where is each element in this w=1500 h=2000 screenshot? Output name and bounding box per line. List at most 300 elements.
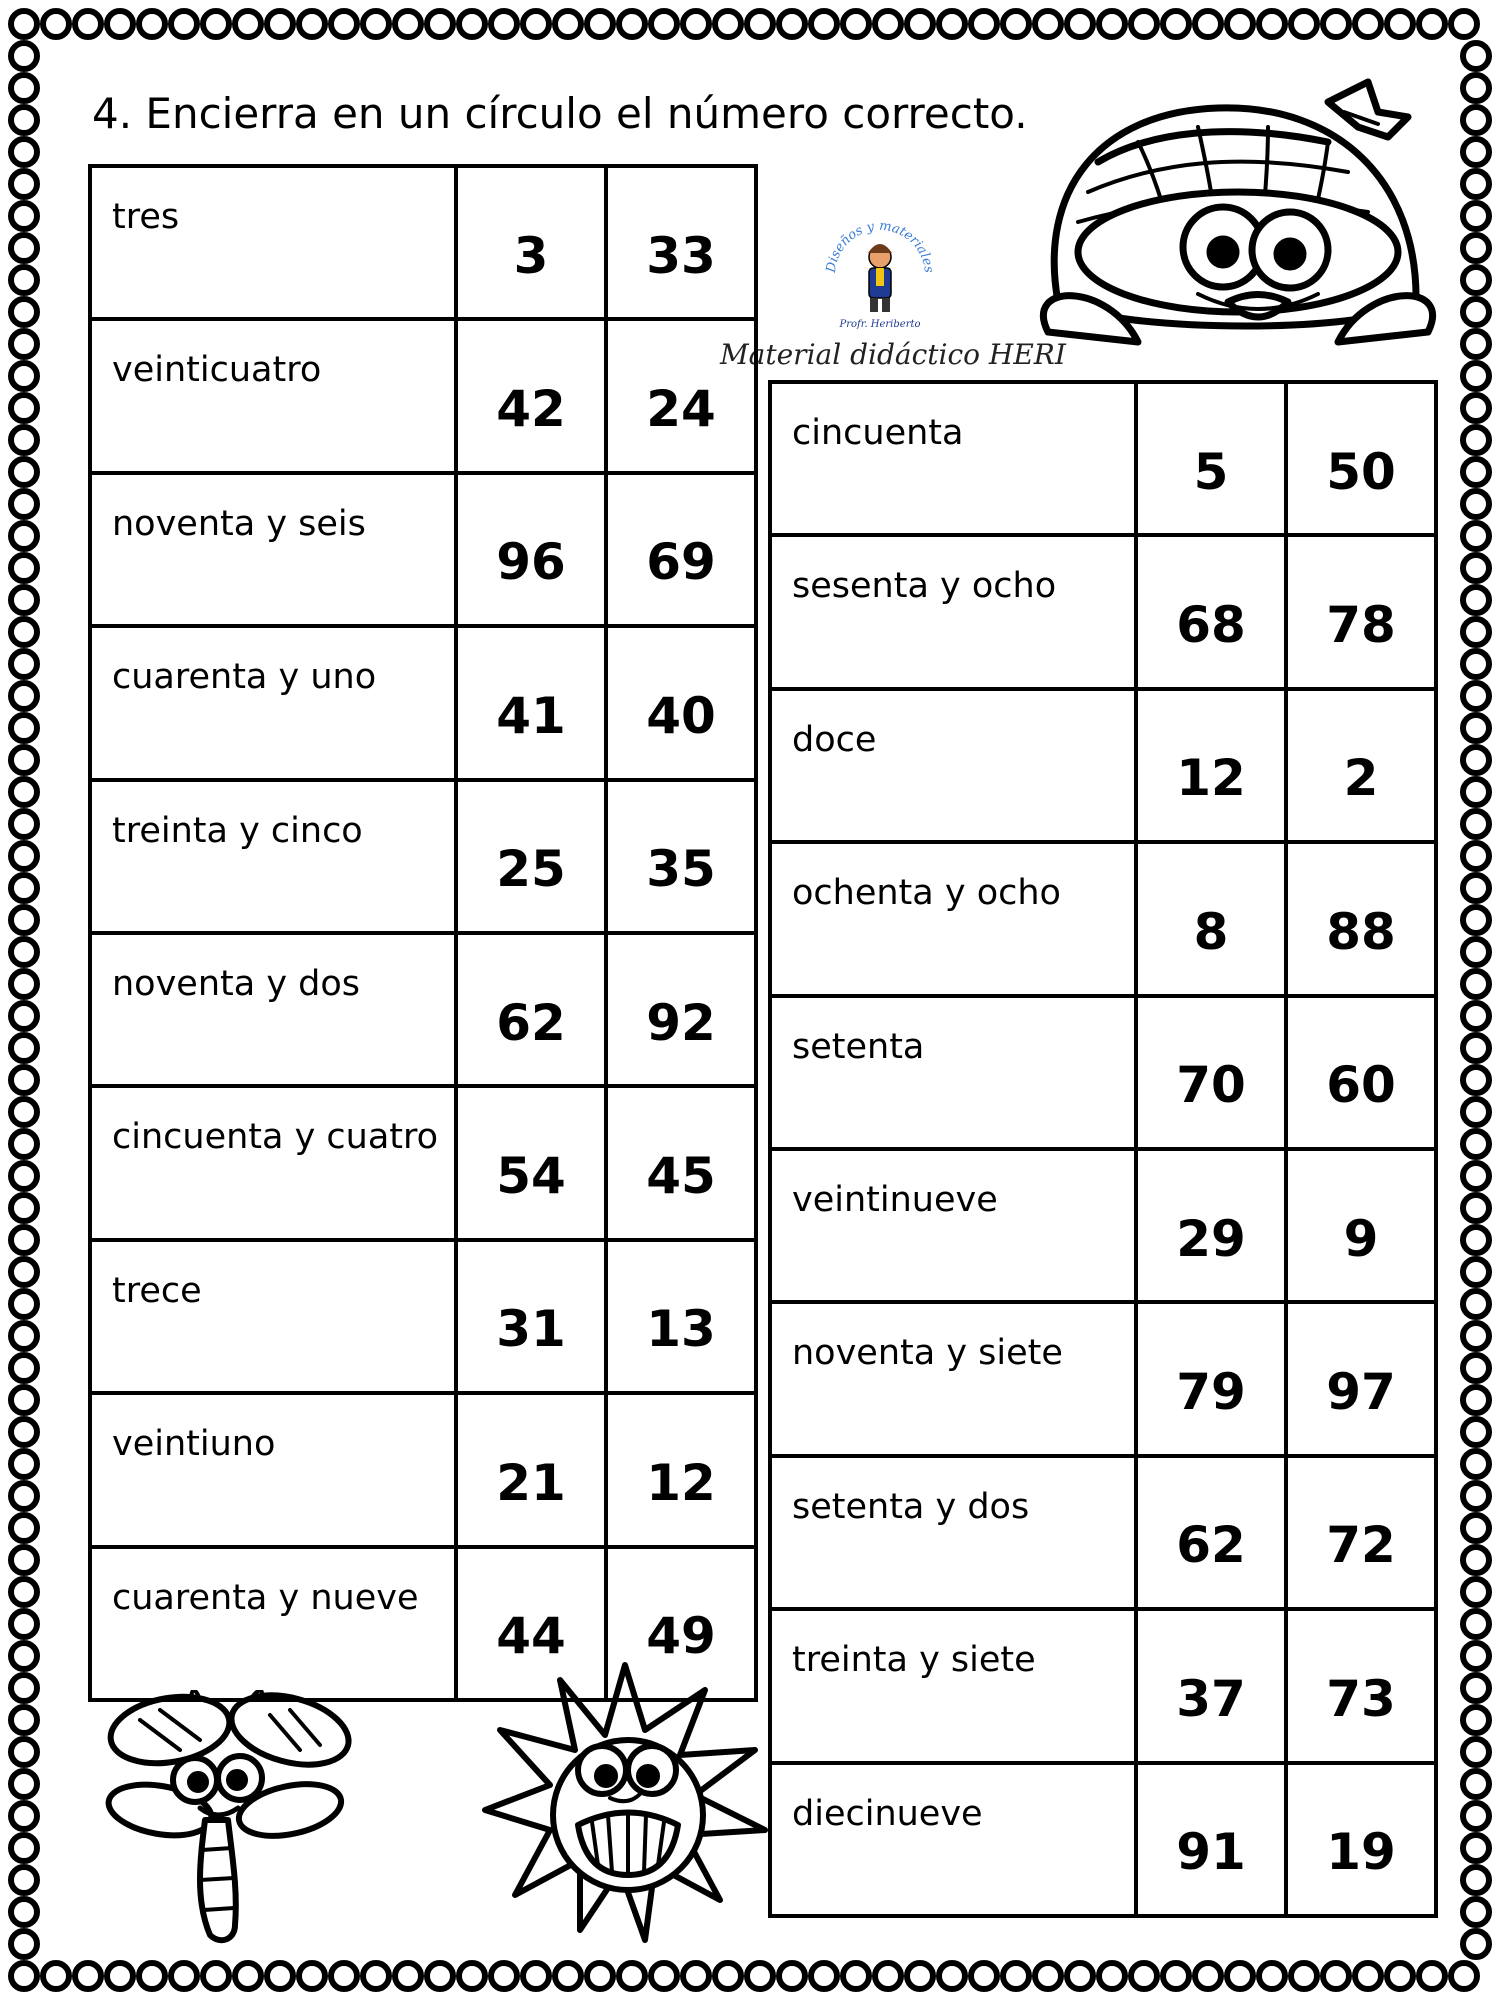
border-ring [11, 1131, 37, 1157]
border-ring [11, 203, 37, 229]
border-ring [1463, 939, 1489, 965]
number-choice-cell[interactable]: 33 [606, 166, 756, 319]
number-word-cell: trece [90, 1240, 456, 1393]
border-ring [683, 1963, 709, 1989]
border-ring [395, 11, 421, 37]
border-ring [11, 1835, 37, 1861]
border-ring [1463, 811, 1489, 837]
number-word-cell: cuarenta y nueve [90, 1547, 456, 1700]
border-ring [683, 11, 709, 37]
border-ring [11, 1707, 37, 1733]
border-ring [1463, 1163, 1489, 1189]
border-ring [427, 1963, 453, 1989]
number-choice-cell[interactable]: 41 [456, 626, 606, 779]
border-ring [811, 11, 837, 37]
border-ring [1463, 683, 1489, 709]
border-ring [11, 75, 37, 101]
border-ring [747, 11, 773, 37]
border-ring [1099, 11, 1125, 37]
border-ring [1387, 1963, 1413, 1989]
border-ring [11, 1291, 37, 1317]
number-choice-cell[interactable]: 91 [1136, 1763, 1286, 1916]
border-ring [427, 11, 453, 37]
number-word-cell: veintiuno [90, 1393, 456, 1546]
table-row [770, 535, 1436, 688]
number-choice-cell[interactable]: 24 [606, 319, 756, 472]
border-ring [11, 1195, 37, 1221]
border-ring [1227, 1963, 1253, 1989]
border-ring [11, 715, 37, 741]
border-ring [1463, 1131, 1489, 1157]
border-ring [11, 363, 37, 389]
border-ring [1463, 459, 1489, 485]
border-ring [1163, 11, 1189, 37]
border-ring [11, 651, 37, 677]
number-choice-cell[interactable]: 62 [1136, 1456, 1286, 1609]
border-ring [1463, 1867, 1489, 1893]
border-ring [11, 971, 37, 997]
number-choice-cell[interactable]: 88 [1286, 842, 1436, 995]
border-ring [75, 11, 101, 37]
border-ring [1463, 299, 1489, 325]
border-ring [1227, 11, 1253, 37]
border-ring [1463, 523, 1489, 549]
border-ring [11, 779, 37, 805]
border-ring [1463, 1387, 1489, 1413]
border-ring [1463, 1067, 1489, 1093]
table-row [90, 1393, 756, 1546]
table-row [770, 382, 1436, 535]
number-choice-cell[interactable]: 31 [456, 1240, 606, 1393]
table-row [90, 1086, 756, 1239]
table-row [770, 1763, 1436, 1916]
table-row [770, 1456, 1436, 1609]
border-ring [1463, 1643, 1489, 1669]
border-ring [1451, 1963, 1477, 1989]
border-ring [1195, 11, 1221, 37]
border-ring [971, 11, 997, 37]
border-ring [11, 299, 37, 325]
number-choice-cell[interactable]: 9 [1286, 1149, 1436, 1302]
number-choice-cell[interactable]: 44 [456, 1547, 606, 1700]
number-choice-cell[interactable]: 78 [1286, 535, 1436, 688]
number-word-cell: doce [770, 689, 1136, 842]
border-ring [1463, 1323, 1489, 1349]
border-ring [1099, 1963, 1125, 1989]
border-ring [11, 235, 37, 261]
table-row [770, 1302, 1436, 1455]
border-ring [11, 1515, 37, 1541]
border-ring [491, 1963, 517, 1989]
border-ring [235, 11, 261, 37]
number-choice-cell[interactable]: 40 [606, 626, 756, 779]
border-ring [1463, 651, 1489, 677]
border-ring [1067, 1963, 1093, 1989]
border-ring [1463, 907, 1489, 933]
border-ring [459, 1963, 485, 1989]
border-ring [1463, 1515, 1489, 1541]
number-choice-cell[interactable]: 5 [1136, 382, 1286, 535]
border-ring [555, 11, 581, 37]
number-choice-cell[interactable]: 29 [1136, 1149, 1286, 1302]
number-word-cell: setenta y dos [770, 1456, 1136, 1609]
number-choice-cell[interactable]: 42 [456, 319, 606, 472]
border-ring [779, 11, 805, 37]
border-ring [1463, 1547, 1489, 1573]
border-ring [587, 11, 613, 37]
border-ring [11, 395, 37, 421]
border-ring [1463, 1739, 1489, 1765]
table-row [90, 319, 756, 472]
border-ring [11, 1035, 37, 1061]
table-row [90, 1547, 756, 1700]
border-ring [11, 939, 37, 965]
border-ring [843, 11, 869, 37]
border-ring [11, 523, 37, 549]
number-word-cell: ochenta y ocho [770, 842, 1136, 995]
border-ring [1463, 267, 1489, 293]
border-ring [11, 1259, 37, 1285]
border-ring [1323, 11, 1349, 37]
border-ring [1463, 395, 1489, 421]
table-row [770, 1149, 1436, 1302]
border-ring [1035, 11, 1061, 37]
border-ring [1463, 555, 1489, 581]
number-choice-cell[interactable]: 19 [1286, 1763, 1436, 1916]
border-ring [1463, 107, 1489, 133]
border-ring [11, 1611, 37, 1637]
number-choice-cell[interactable]: 3 [456, 166, 606, 319]
border-ring [11, 1323, 37, 1349]
border-ring [1463, 139, 1489, 165]
border-ring [1163, 1963, 1189, 1989]
number-choice-cell[interactable]: 97 [1286, 1302, 1436, 1455]
logo-arc-text: Diseños y materiales [823, 218, 937, 274]
border-ring [11, 907, 37, 933]
border-ring [1463, 1035, 1489, 1061]
border-ring [843, 1963, 869, 1989]
border-ring [1131, 11, 1157, 37]
border-ring [1463, 1675, 1489, 1701]
border-ring [1463, 1611, 1489, 1637]
border-ring [1463, 1483, 1489, 1509]
border-ring [971, 1963, 997, 1989]
border-ring [11, 331, 37, 357]
number-choice-cell[interactable]: 92 [606, 933, 756, 1086]
border-ring [11, 1387, 37, 1413]
border-ring [395, 1963, 421, 1989]
number-choice-cell[interactable]: 72 [1286, 1456, 1436, 1609]
border-ring [1195, 1963, 1221, 1989]
number-choice-cell[interactable]: 73 [1286, 1609, 1436, 1762]
table-row [90, 166, 756, 319]
border-ring [1463, 43, 1489, 69]
border-ring [11, 1355, 37, 1381]
border-ring [459, 11, 485, 37]
border-ring [523, 11, 549, 37]
border-ring [1463, 171, 1489, 197]
sun-illustration-icon [480, 1660, 770, 1950]
border-ring [11, 427, 37, 453]
border-ring [11, 1099, 37, 1125]
border-ring [299, 1963, 325, 1989]
logo-bottom-text: Profr. Heriberto [839, 319, 921, 330]
border-ring [1463, 875, 1489, 901]
border-ring [715, 1963, 741, 1989]
border-ring [1463, 75, 1489, 101]
border-ring [747, 1963, 773, 1989]
border-ring [11, 1931, 37, 1957]
border-ring [1463, 1227, 1489, 1253]
border-ring [107, 1963, 133, 1989]
table-row [90, 473, 756, 626]
border-ring [11, 1899, 37, 1925]
number-word-cell: cincuenta [770, 382, 1136, 535]
border-ring [1463, 747, 1489, 773]
border-ring [299, 11, 325, 37]
table-row [90, 933, 756, 1086]
number-choice-cell[interactable]: 60 [1286, 996, 1436, 1149]
border-ring [11, 1803, 37, 1829]
number-choice-cell[interactable]: 13 [606, 1240, 756, 1393]
border-ring [1463, 1099, 1489, 1125]
border-ring [11, 1963, 37, 1989]
border-ring [331, 1963, 357, 1989]
border-ring [43, 1963, 69, 1989]
border-ring [11, 1227, 37, 1253]
border-ring [11, 587, 37, 613]
border-ring [1463, 715, 1489, 741]
border-ring [1463, 1803, 1489, 1829]
bird-illustration-icon [1028, 72, 1448, 382]
border-ring [587, 1963, 613, 1989]
number-choice-cell[interactable]: 25 [456, 780, 606, 933]
number-choice-cell[interactable]: 54 [456, 1086, 606, 1239]
number-word-cell: treinta y siete [770, 1609, 1136, 1762]
border-ring [11, 619, 37, 645]
border-ring [1291, 1963, 1317, 1989]
border-ring [1463, 1579, 1489, 1605]
border-ring [619, 1963, 645, 1989]
border-ring [1463, 235, 1489, 261]
border-ring [1463, 363, 1489, 389]
border-ring [75, 1963, 101, 1989]
border-ring [1463, 619, 1489, 645]
border-ring [11, 555, 37, 581]
border-ring [875, 11, 901, 37]
number-choice-cell[interactable]: 12 [1136, 689, 1286, 842]
border-ring [11, 1739, 37, 1765]
number-word-cell: noventa y siete [770, 1302, 1136, 1455]
number-choice-cell[interactable]: 70 [1136, 996, 1286, 1149]
border-ring [1355, 1963, 1381, 1989]
border-ring [11, 1547, 37, 1573]
number-word-cell: noventa y dos [90, 933, 456, 1086]
number-choice-cell[interactable]: 69 [606, 473, 756, 626]
border-ring [11, 1579, 37, 1605]
border-ring [1003, 11, 1029, 37]
border-ring [11, 843, 37, 869]
border-ring [171, 11, 197, 37]
border-ring [1419, 1963, 1445, 1989]
border-ring [43, 11, 69, 37]
border-ring [11, 267, 37, 293]
border-ring [11, 1483, 37, 1509]
table-row [90, 1240, 756, 1393]
border-ring [11, 683, 37, 709]
number-word-cell: cincuenta y cuatro [90, 1086, 456, 1239]
dragonfly-illustration-icon [100, 1690, 360, 1955]
border-ring [1387, 11, 1413, 37]
border-ring [11, 1003, 37, 1029]
border-ring [1463, 779, 1489, 805]
table-row [770, 996, 1436, 1149]
border-ring [11, 171, 37, 197]
border-ring [715, 11, 741, 37]
border-ring [11, 139, 37, 165]
number-choice-cell[interactable]: 49 [606, 1547, 756, 1700]
border-ring [1463, 1355, 1489, 1381]
number-choice-cell[interactable]: 50 [1286, 382, 1436, 535]
border-ring [331, 11, 357, 37]
border-ring [11, 875, 37, 901]
border-ring [11, 459, 37, 485]
border-ring [1463, 1771, 1489, 1797]
number-word-cell: setenta [770, 996, 1136, 1149]
border-ring [11, 1419, 37, 1445]
border-ring [619, 11, 645, 37]
border-ring [779, 1963, 805, 1989]
border-ring [491, 11, 517, 37]
border-ring [1463, 843, 1489, 869]
table-row [90, 780, 756, 933]
border-ring [11, 1163, 37, 1189]
border-ring [11, 747, 37, 773]
border-ring [11, 1771, 37, 1797]
border-ring [11, 1675, 37, 1701]
border-ring [939, 1963, 965, 1989]
border-ring [1463, 203, 1489, 229]
number-choice-cell[interactable]: 8 [1136, 842, 1286, 995]
border-ring [523, 1963, 549, 1989]
border-ring [1463, 427, 1489, 453]
number-choice-cell[interactable]: 45 [606, 1086, 756, 1239]
border-ring [1463, 1835, 1489, 1861]
border-ring [555, 1963, 581, 1989]
number-word-cell: tres [90, 166, 456, 319]
border-ring [1463, 1291, 1489, 1317]
border-ring [1463, 1003, 1489, 1029]
border-ring [203, 1963, 229, 1989]
number-choice-cell[interactable]: 21 [456, 1393, 606, 1546]
table-row [90, 626, 756, 779]
border-ring [139, 1963, 165, 1989]
border-ring [11, 107, 37, 133]
border-ring [1451, 11, 1477, 37]
number-word-cell: diecinueve [770, 1763, 1136, 1916]
number-choice-cell[interactable]: 37 [1136, 1609, 1286, 1762]
border-ring [363, 1963, 389, 1989]
number-word-cell: veinticuatro [90, 319, 456, 472]
border-ring [1355, 11, 1381, 37]
border-ring [1067, 11, 1093, 37]
border-ring [811, 1963, 837, 1989]
number-word-cell: sesenta y ocho [770, 535, 1136, 688]
border-ring [1463, 1931, 1489, 1957]
number-choice-cell[interactable]: 79 [1136, 1302, 1286, 1455]
number-choice-cell[interactable]: 62 [456, 933, 606, 1086]
border-ring [1463, 971, 1489, 997]
border-ring [907, 1963, 933, 1989]
border-ring [11, 1451, 37, 1477]
border-ring [651, 11, 677, 37]
border-ring [1003, 1963, 1029, 1989]
border-ring [267, 11, 293, 37]
border-ring [11, 491, 37, 517]
border-ring [1463, 331, 1489, 357]
border-ring [203, 11, 229, 37]
number-choice-cell[interactable]: 2 [1286, 689, 1436, 842]
border-ring [1463, 1707, 1489, 1733]
table-row [770, 689, 1436, 842]
border-ring [1035, 1963, 1061, 1989]
border-ring [107, 11, 133, 37]
border-ring [363, 11, 389, 37]
border-ring [1291, 11, 1317, 37]
instruction-title: 4. Encierra en un círculo el número correcto. [92, 89, 1028, 138]
border-ring [1463, 587, 1489, 613]
number-choice-cell[interactable]: 35 [606, 780, 756, 933]
right-number-table [768, 380, 1438, 1918]
number-word-cell: noventa y seis [90, 473, 456, 626]
border-ring [139, 11, 165, 37]
border-ring [1131, 1963, 1157, 1989]
border-ring [1259, 1963, 1285, 1989]
border-ring [11, 1867, 37, 1893]
number-choice-cell[interactable]: 68 [1136, 535, 1286, 688]
logo-caption: Material didáctico HERI [720, 338, 1066, 371]
border-ring [1463, 1899, 1489, 1925]
border-ring [939, 11, 965, 37]
number-word-cell: veintinueve [770, 1149, 1136, 1302]
border-ring [1323, 1963, 1349, 1989]
border-ring [235, 1963, 261, 1989]
number-word-cell: cuarenta y uno [90, 626, 456, 779]
border-ring [11, 11, 37, 37]
border-ring [875, 1963, 901, 1989]
border-ring [11, 1643, 37, 1669]
border-ring [907, 11, 933, 37]
border-ring [11, 43, 37, 69]
border-ring [1463, 1195, 1489, 1221]
border-ring [1419, 11, 1445, 37]
border-ring [1463, 1419, 1489, 1445]
border-ring [1463, 1451, 1489, 1477]
table-row [770, 1609, 1436, 1762]
number-choice-cell[interactable]: 12 [606, 1393, 756, 1546]
number-choice-cell[interactable]: 96 [456, 473, 606, 626]
border-ring [1463, 1259, 1489, 1285]
border-ring [651, 1963, 677, 1989]
number-word-cell: treinta y cinco [90, 780, 456, 933]
border-ring [11, 811, 37, 837]
border-ring [171, 1963, 197, 1989]
border-ring [1259, 11, 1285, 37]
table-row [770, 842, 1436, 995]
left-number-table [88, 164, 758, 1702]
teacher-logo-icon [820, 205, 940, 335]
border-ring [11, 1067, 37, 1093]
